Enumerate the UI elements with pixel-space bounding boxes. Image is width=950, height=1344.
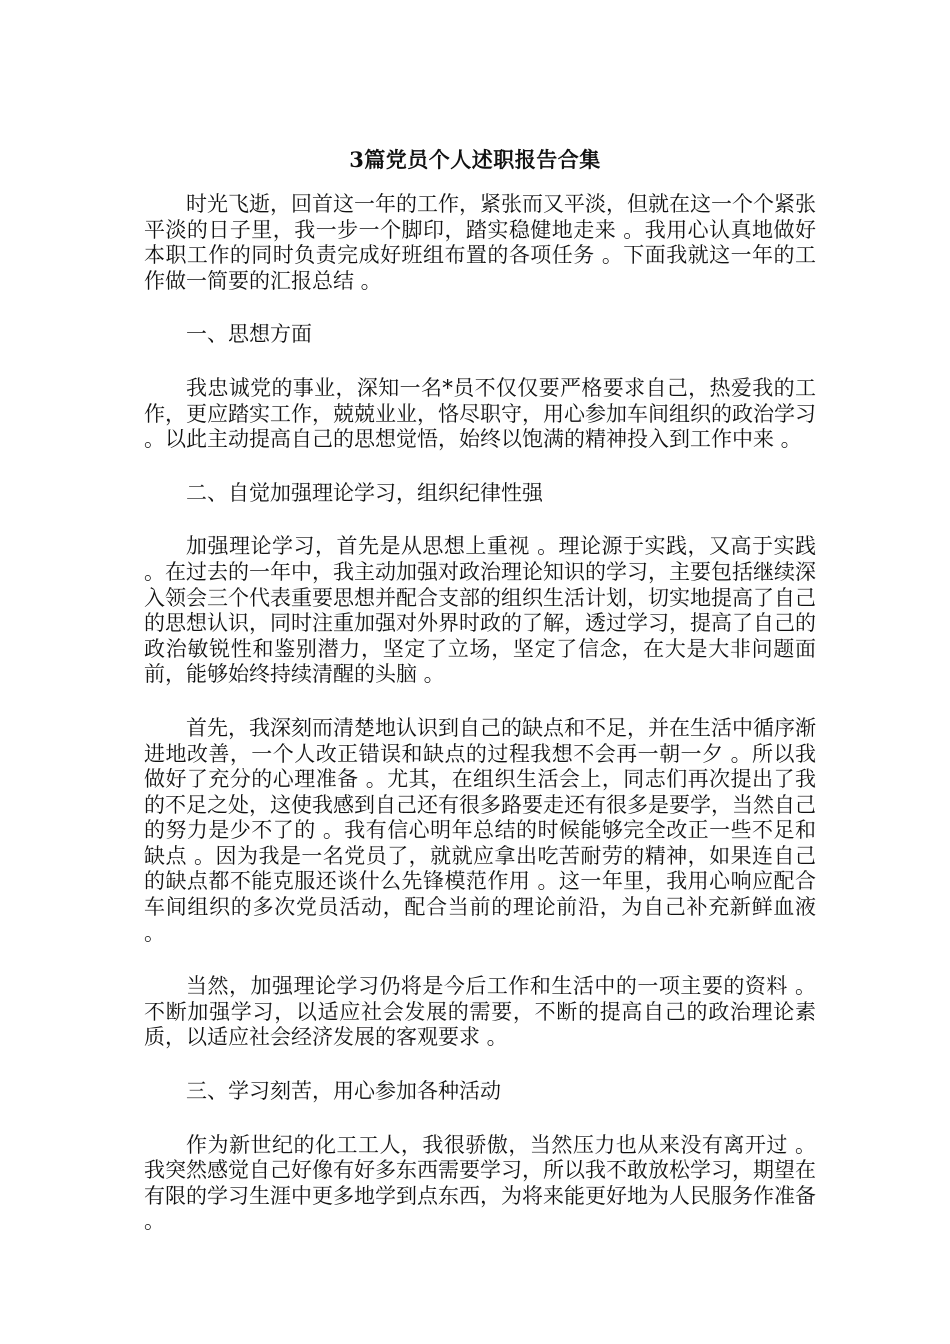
document-title: 3篇党员个人述职报告合集	[349, 147, 601, 172]
section-heading-3: 三、学习刻苦，用心参加各种活动	[186, 1079, 501, 1104]
document-body	[144, 192, 816, 1263]
paragraph-intro: 时光飞逝，回首这一年的工作，紧张而又平淡，但就在这一个个紧张平淡的日子里，我一步一个脚印，踏实稳健地走来 。我用心认真地做好本职工作的同时负责完成好班组布置的各项任务 。下面我就这一年的工作做一简要的汇报总结 。	[144, 192, 816, 293]
section-heading-1: 一、思想方面	[186, 322, 312, 347]
paragraph-self-improvement: 首先，我深刻而清楚地认识到自己的缺点和不足，并在生活中循序渐进地改善，一个人改正错误和缺点的过程我想不会再一朝一夕 。所以我做好了充分的心理准备 。尤其，在组织生活会上，同志们再次提出了我的不足之处，这使我感到自己还有很多路要走还有很多是要学，当然自己的努力是少不了的 。我有信心明年总结的时候能够完全改正一些不足和缺点 。因为我是一名党员了，就就应拿出吃苦耐劳的精神，如果连自己的缺点都不能克服还谈什么先锋模范作用 。这一年里，我用心响应配合车间组织的多次党员活动，配合当前的理论前沿，为自己补充新鲜血液 。	[144, 715, 816, 945]
paragraph-continued-study: 当然，加强理论学习仍将是今后工作和生活中的一项主要的资料 。不断加强学习，以适应社会发展的需要，不断的提高自己的政治理论素质，以适应社会经济发展的客观要求 。	[144, 974, 816, 1050]
section-heading-2: 二、自觉加强理论学习，组织纪律性强	[186, 480, 543, 505]
paragraph-theory-study: 加强理论学习，首先是从思想上重视 。理论源于实践，又高于实践 。在过去的一年中，我主动加强对政治理论知识的学习，主要包括继续深入领会三个代表重要思想并配合支部的组织生活计划，切实地提高了自己的思想认识，同时注重加强对外界时政的了解，透过学习，提高了自己的政治敏锐性和鉴别潜力，坚定了立场，坚定了信念，在大是大非问题面前，能够始终持续清醒的头脑 。	[144, 534, 816, 687]
paragraph-chemical-worker: 作为新世纪的化工工人，我很骄傲，当然压力也从来没有离开过 。我突然感觉自己好像有好多东西需要学习，所以我不敢放松学习，期望在有限的学习生涯中更多地学到点东西，为将来能更好地为人民服务作准备 。	[144, 1132, 816, 1234]
paragraph-thought: 我忠诚党的事业，深知一名*员不仅仅要严格要求自己，热爱我的工作，更应踏实工作，兢兢业业，恪尽职守，用心参加车间组织的政治学习 。以此主动提高自己的思想觉悟，始终以饱满的精神投入到工作中来 。	[144, 375, 816, 452]
